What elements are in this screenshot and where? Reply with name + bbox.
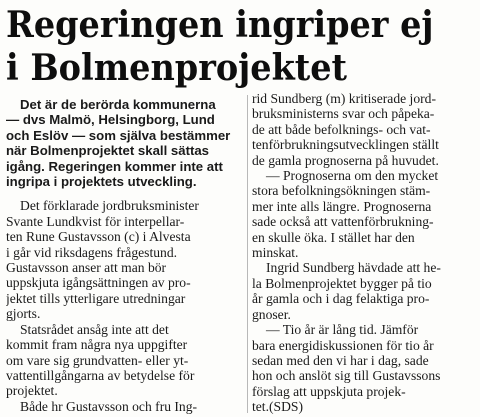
body-line: stora befolkningsökningen stäm- <box>252 183 431 199</box>
body-line: hon och anslöt sig till Gustavssons <box>252 368 441 384</box>
body-line: år gamla och i dag felaktiga pro- <box>252 291 430 307</box>
column-divider <box>247 95 248 413</box>
headline <box>6 4 443 90</box>
body-line: Gustavsson anser att man bör <box>6 260 167 276</box>
body-line: Både hr Gustavsson och fru Ing- <box>20 398 198 414</box>
lead-line: Det är de berörda kommunerna <box>20 97 216 112</box>
headline-line-1: Regeringen ingriper ej <box>6 4 434 46</box>
body-text-left <box>6 198 244 414</box>
body-line: tet.(SDS) <box>252 399 303 415</box>
body-line: gnoser. <box>252 306 291 322</box>
lead-line: när Bolmenprojektet skall sättas <box>6 143 210 159</box>
headline-line-2: i Bolmenprojektet <box>6 47 348 89</box>
body-line: vattentillgångarna av betydelse för <box>6 367 195 383</box>
body-line: — Tio år är lång tid. Jämför <box>266 322 419 338</box>
right-column <box>252 91 476 415</box>
body-line: rid Sundberg (m) kritiserade jord- <box>252 91 436 106</box>
body-line: förslag att uppskjuta projek- <box>252 383 406 399</box>
body-line: tenförbrukningsutvecklingen ställt <box>252 137 439 153</box>
lead-paragraph <box>6 97 244 189</box>
lead-line: igång. Regeringen kommer inte att <box>6 158 223 174</box>
body-line: bara energidiskussionen för tio år <box>252 337 434 353</box>
body-line: bruksministerns svar och påpeka- <box>252 106 435 122</box>
body-line: de att både befolknings- och vat- <box>252 121 431 137</box>
body-line: sade också att vattenförbrukning- <box>252 214 434 230</box>
body-line: — Prognoserna om den mycket <box>266 168 439 184</box>
body-line: ten Rune Gustavsson (c) i Alvesta <box>6 229 191 245</box>
body-line: kommit fram några nya uppgifter <box>6 337 188 353</box>
body-line: en skulle öka. I stället har den <box>252 229 415 245</box>
body-line: i går vid riksdagens frågestund. <box>6 244 178 260</box>
paragraph-gap <box>6 189 244 198</box>
body-line: uppskjuta igångsättningen av pro- <box>6 275 191 291</box>
lead-line: ingripa i projektets utveckling. <box>6 174 197 190</box>
body-line: projektet. <box>6 383 58 399</box>
lead-line: och Eslöv — som själva bestämmer <box>6 127 231 143</box>
body-line: Det förklarade jordbruksminister <box>20 198 199 214</box>
body-line: sedan med den vi har i dag, sade <box>252 352 429 368</box>
body-line: gjorts. <box>6 306 41 322</box>
body-line: Svante Lundkvist för interpellar- <box>6 213 185 229</box>
body-line: jektet tills ytterligare utredningar <box>6 290 186 306</box>
body-line: Statsrådet ansåg inte att det <box>20 321 169 337</box>
body-line: minskat. <box>252 245 299 261</box>
body-line: om vare sig grundvatten- eller yt- <box>6 352 189 368</box>
left-column <box>6 97 244 414</box>
body-line: Ingrid Sundberg hävdade att he- <box>266 260 441 276</box>
body-line: de gamla prognoserna på huvudet. <box>252 152 439 168</box>
body-line: mer inte alls längre. Prognoserna <box>252 198 432 214</box>
lead-line: — dvs Malmö, Helsingborg, Lund <box>6 112 215 128</box>
body-line: la Bolmenprojektet bygger på tio <box>252 275 432 291</box>
